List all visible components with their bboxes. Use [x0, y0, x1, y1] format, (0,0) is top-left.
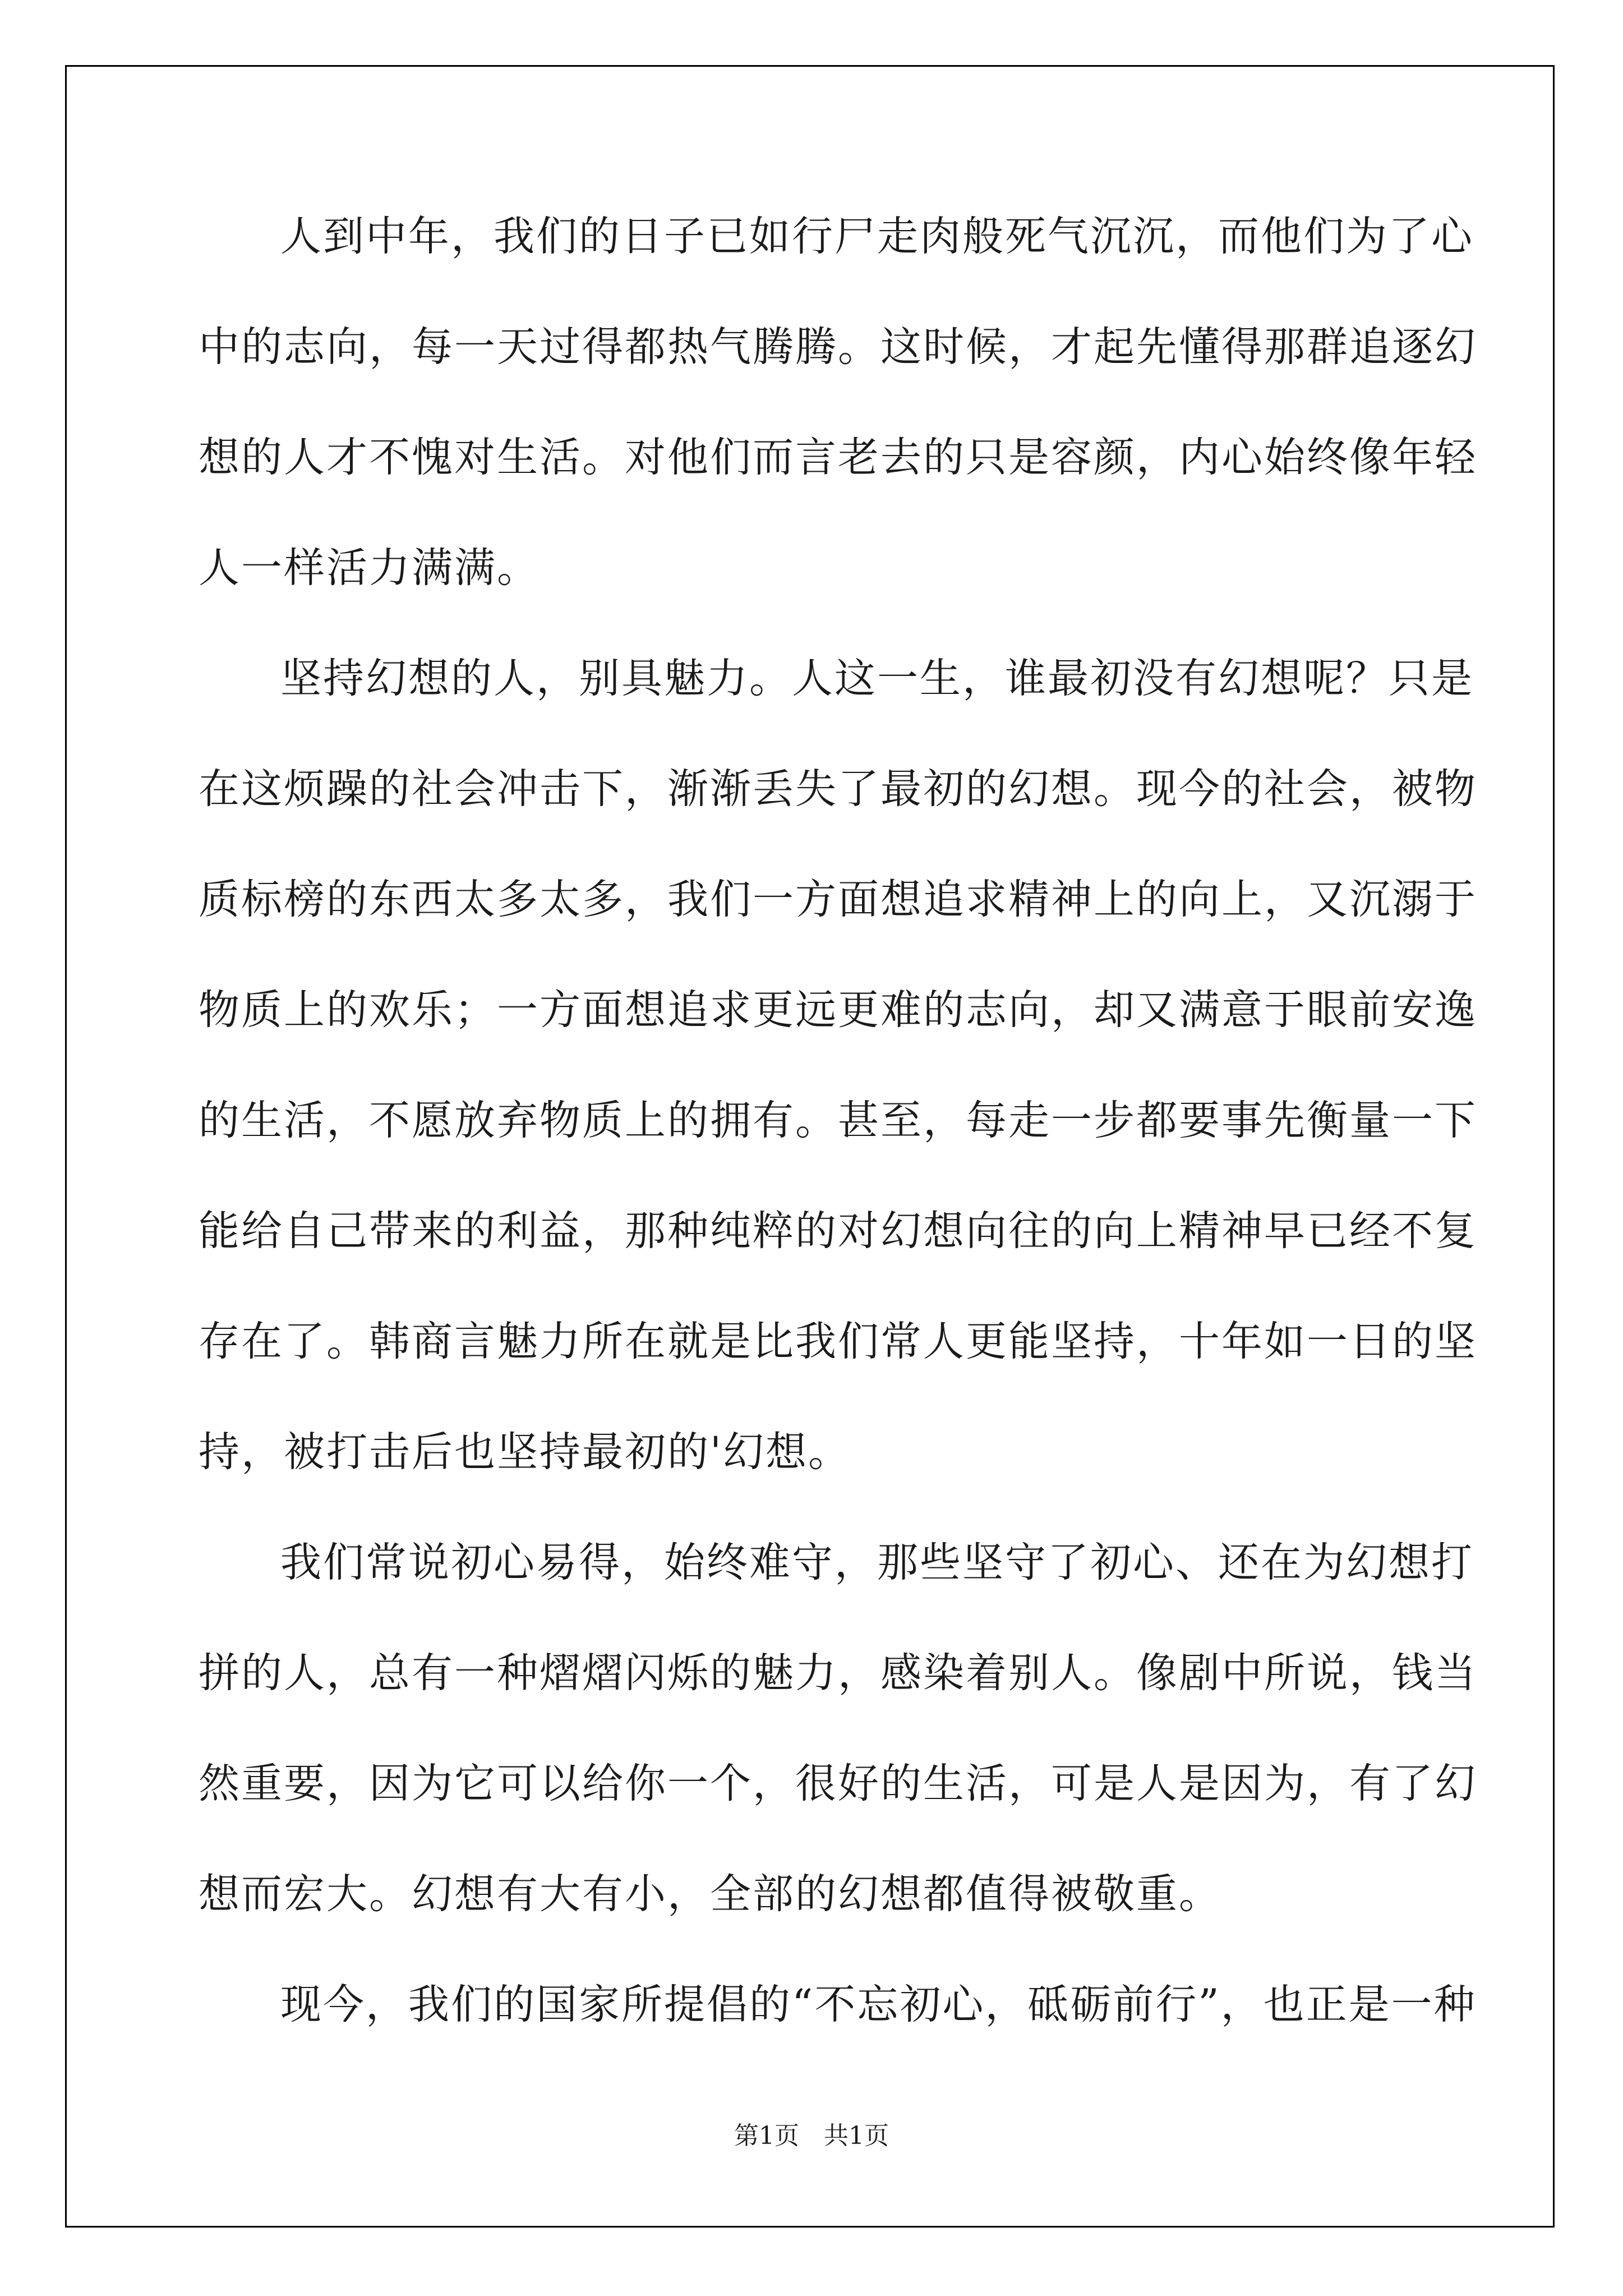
text-line: 人一样活力满满。	[199, 544, 540, 592]
text-line: 能给自己带来的利益，那种纯粹的对幻想向往的向上精神早已经不复	[199, 1207, 1477, 1255]
page-number: 第1页 共1页	[734, 2122, 889, 2150]
text-line: 我们常说初心易得，始终难守，那些坚守了初心、还在为幻想打	[280, 1539, 1474, 1586]
text-line: 在这烦躁的社会冲击下，渐渐丢失了最初的幻想。现今的社会，被物	[199, 765, 1477, 813]
text-line: 人到中年，我们的日子已如行尸走肉般死气沉沉，而他们为了心	[280, 213, 1474, 260]
text-line: 持，被打击后也坚持最初的'幻想。	[199, 1428, 851, 1476]
text-line: 现今，我们的国家所提倡的“不忘初心，砥砺前行”，也正是一种	[280, 1981, 1477, 2028]
text-line: 然重要，因为它可以给你一个，很好的生活，可是人是因为，有了幻	[199, 1760, 1477, 1807]
text-line: 的生活，不愿放弃物质上的拥有。甚至，每走一步都要事先衡量一下	[199, 1097, 1477, 1144]
text-line: 质标榜的东西太多太多，我们一方面想追求精神上的向上，又沉溺于	[199, 876, 1477, 923]
document-body	[199, 197, 1477, 2076]
text-line: 物质上的欢乐；一方面想追求更远更难的志向，却又满意于眼前安逸	[199, 986, 1477, 1034]
text-line: 拼的人，总有一种熠熠闪烁的魅力，感染着别人。像剧中所说，钱当	[199, 1649, 1477, 1697]
text-line: 坚持幻想的人，别具魅力。人这一生，谁最初没有幻想呢？只是	[280, 655, 1474, 702]
text-line: 存在了。韩商言魅力所在就是比我们常人更能坚持，十年如一日的坚	[199, 1318, 1477, 1365]
text-line: 想而宏大。幻想有大有小，全部的幻想都值得被敬重。	[199, 1870, 1221, 1918]
text-line: 想的人才不愧对生活。对他们而言老去的只是容颜，内心始终像年轻	[199, 434, 1477, 481]
text-line: 中的志向，每一天过得都热气腾腾。这时候，才起先懂得那群追逐幻	[199, 323, 1477, 371]
